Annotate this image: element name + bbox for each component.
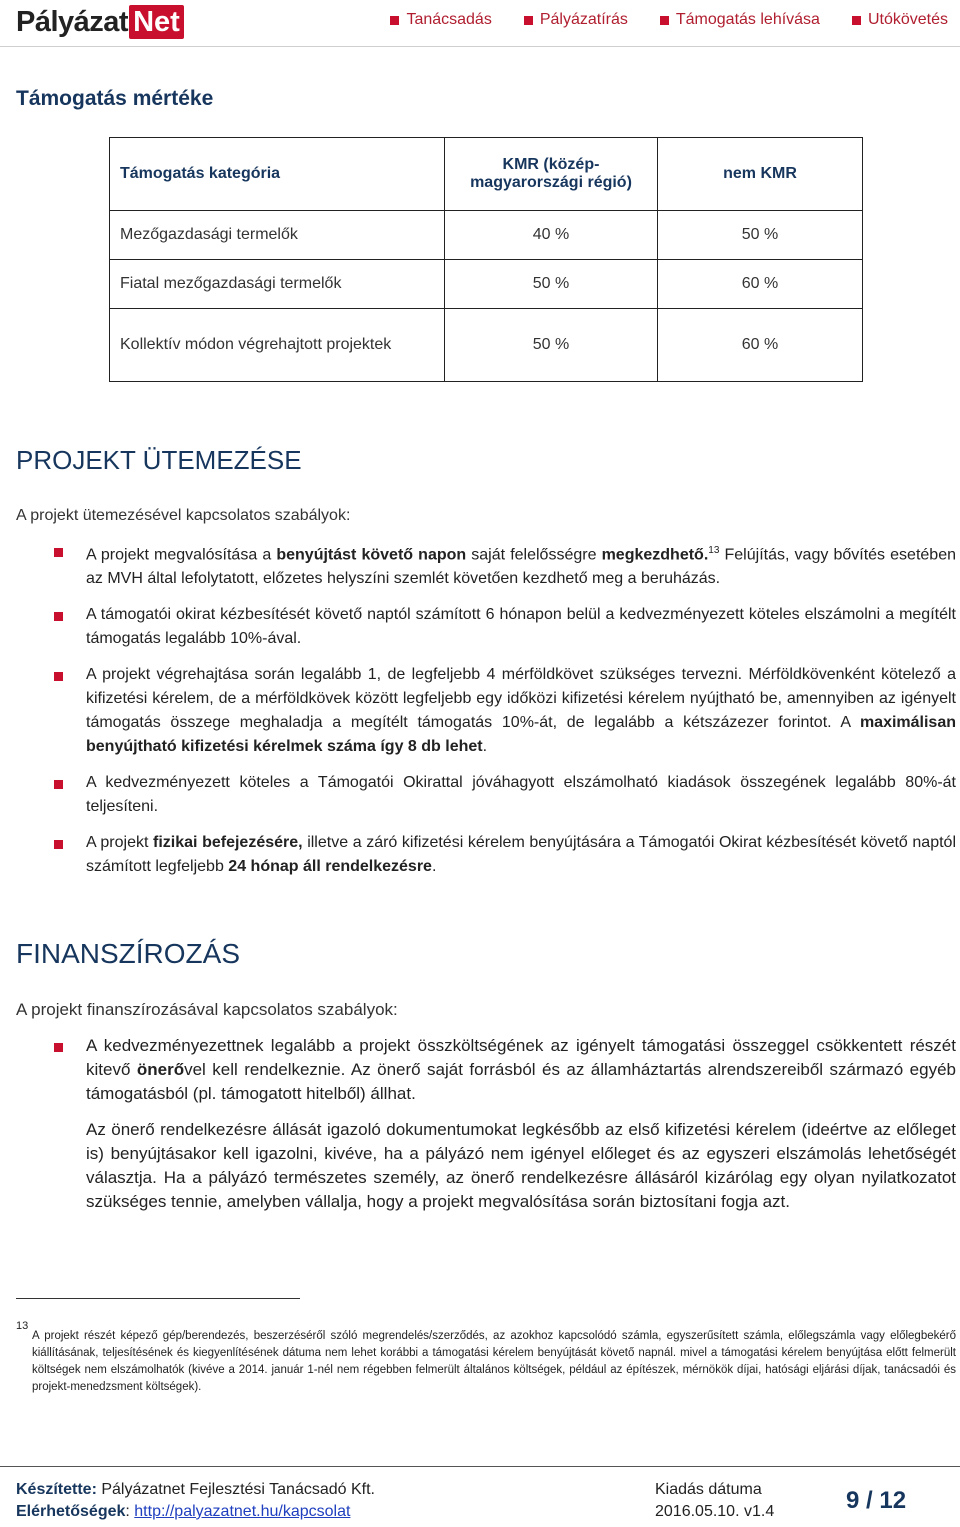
list-item: A kedvezményezett köteles a Támogatói Okirattal jóváhagyott elszámolható kiadások összegének legalább 80%-át teljesíteni. (16, 771, 956, 819)
table-cell: 50 % (658, 211, 863, 260)
list-item (16, 663, 956, 759)
section-title-support-rate: Támogatás mértéke (16, 87, 214, 110)
footnote-ref[interactable]: 13 (708, 545, 720, 556)
text-run: A kedvezményezettnek legalább a projekt összköltségének az igényelt támogatási összeggel csökkentett részét kitevő (86, 1036, 956, 1079)
table-cell: Mezőgazdasági termelők (110, 211, 445, 260)
table-cell: Kollektív módon végrehajtott projektek (110, 309, 445, 382)
text-run-bold: 24 hónap áll rendelkezésre (228, 858, 432, 876)
table-row (110, 260, 863, 309)
table-cell: 60 % (658, 260, 863, 309)
text-run-bold: maximálisan benyújtható kifizetési kérelmek száma így 8 db lehet (86, 714, 956, 756)
nav-item-tanacsadas[interactable] (390, 11, 491, 29)
nav-label: Utókövetés (867, 11, 948, 28)
schedule-rules-list (16, 539, 956, 891)
footer-issue (655, 1479, 774, 1523)
contact-link[interactable]: http://palyazatnet.hu/kapcsolat (134, 1503, 351, 1520)
table-row (110, 211, 863, 260)
table-cell: 50 % (445, 260, 658, 309)
text-run: A projekt végrehajtása során legalább 1, de legfeljebb 4 mérföldkövet szükséges tervezni. Mérföldkövenként kötelező a kifizetési kérelem, de a mérföldkövek között legfeljebb egy időközi kifizetési kérelem nyújtható be, amennyiben az igényelt támogatás összege meghaladja a megítélt támogatás 10%-át, de legalább a kétszázezer forintot. A (86, 666, 956, 732)
table-header-cell: nem KMR (658, 138, 863, 211)
financing-paragraph: Az önerő rendelkezésre állását igazoló dokumentumokat legkésőbb az első kifizetési kérelem (ideértve az előleget is) benyújtásakor kell igazolni, kivéve, ha a pályázó nem igényel előleget és az egyszeri elszámolás lehetőségét választja. Ha a pályázó természetes személy, az önerő rendelkezésre állásáról kizárólag egy olyan nyilatkozatot szükséges tennie, amelyben vállalja, hogy a projekt megvalósítása során biztosítani fogja azt. (86, 1120, 956, 1211)
footer-contact-line (16, 1501, 375, 1523)
text-run: A projekt megvalósítása a (86, 546, 277, 564)
text-run: Felújítás, vagy bővítés esetében az MVH által lefolytatott, előzetes helyszíni szemlét követően kezdhető meg a beruházás. (86, 546, 956, 588)
footnote (16, 1318, 956, 1396)
text-run-bold: önerő (136, 1060, 185, 1079)
table-header-row (110, 138, 863, 211)
text-run: saját felelősségre (466, 546, 602, 564)
main-nav (390, 11, 948, 29)
nav-item-utokovetes[interactable] (852, 11, 948, 29)
square-bullet-icon (524, 16, 533, 25)
text-run: . (482, 738, 488, 756)
text-run-bold: benyújtást követő napon (276, 546, 467, 564)
table-cell: 50 % (445, 309, 658, 382)
nav-label: Támogatás lehívása (675, 11, 820, 28)
top-bar (0, 0, 960, 47)
footer-issue-value: 2016.05.10. v1.4 (655, 1503, 775, 1520)
logo-text: Pályázat (16, 5, 129, 38)
nav-item-palyazatiras[interactable] (524, 11, 628, 29)
text-run: A projekt (86, 834, 154, 852)
nav-label: Tanácsadás (406, 11, 492, 28)
financing-intro: A projekt finanszírozásával kapcsolatos szabályok: (16, 1000, 398, 1019)
footnote-number: 13 (16, 1320, 29, 1332)
table-header-cell: Támogatás kategória (110, 138, 445, 211)
list-item (16, 1034, 956, 1106)
square-bullet-icon (390, 16, 399, 25)
footnote-divider (16, 1298, 300, 1299)
nav-item-tamogatas-lehivasa[interactable] (660, 11, 820, 29)
table-cell: 60 % (658, 309, 863, 382)
list-item (16, 831, 956, 879)
footer-author-label: Készítette: (16, 1481, 97, 1498)
footnote-text: A projekt részét képező gép/berendezés, beszerzéséről szóló megrendelés/szerződés, az azokhoz kapcsolódó számla, egyszerűsített számla, előlegszámla vagy előlegbekérő kiállításának, teljesítésének és kiegyenlítésének dátuma nem lehet korábbi a támogatási kérelem benyújtását követő napnál. mivel a támogatási kérelem benyújtása előtt felmerült költségek nem elszámolhatók (kivéve a 2014. január 1-nél nem régebben felmerült általános költségek, például az építészek, mérnökök díjai, hatósági eljárási díjak, tanácsadói és projekt-menedzsment költségek). (32, 1330, 956, 1393)
page-footer (0, 1466, 960, 1527)
square-bullet-icon (660, 16, 669, 25)
footer-issue-label: Kiadás dátuma (655, 1481, 762, 1498)
schedule-intro: A projekt ütemezésével kapcsolatos szabályok: (16, 507, 351, 524)
table-cell: 40 % (445, 211, 658, 260)
financing-rules-list (16, 1034, 956, 1118)
text-run-bold: megkezdhető. (601, 546, 709, 564)
list-item (16, 539, 956, 591)
section-title-schedule: PROJEKT ÜTEMEZÉSE (16, 445, 302, 475)
square-bullet-icon (852, 16, 861, 25)
site-logo[interactable] (16, 4, 184, 40)
footer-author-line (16, 1479, 375, 1501)
nav-label: Pályázatírás (539, 11, 628, 28)
table-row (110, 309, 863, 382)
table-header-cell: KMR (közép-magyarországi régió) (445, 138, 658, 211)
footer-author-value: Pályázatnet Fejlesztési Tanácsadó Kft. (96, 1481, 375, 1498)
text-run: illetve a záró kifizetési kérelem benyújtására a Támogatói Okirat kézbesítését követő naptól számított legfeljebb (86, 834, 957, 876)
footer-info (16, 1479, 375, 1523)
page-number: 9 / 12 (846, 1487, 907, 1514)
text-run: . (431, 858, 437, 876)
section-title-financing: FINANSZÍROZÁS (16, 938, 241, 969)
list-item: A támogatói okirat kézbesítését követő naptól számított 6 hónapon belül a kedvezményezett köteles elszámolni a megítélt támogatás legalább 10%-ával. (16, 603, 956, 651)
support-rate-table (109, 137, 863, 382)
footer-contact-sep: : (125, 1503, 135, 1520)
footer-contact-label: Elérhetőségek (16, 1503, 126, 1520)
text-run-bold: fizikai befejezésére, (153, 834, 303, 852)
text-run: vel kell rendelkeznie. Az önerő saját forrásból és az államháztartás alrendszereiből származó egyéb támogatásból (pl. támogatott hitelből) állhat. (86, 1060, 956, 1103)
logo-accent: Net (129, 5, 184, 39)
table-cell: Fiatal mezőgazdasági termelők (110, 260, 445, 309)
